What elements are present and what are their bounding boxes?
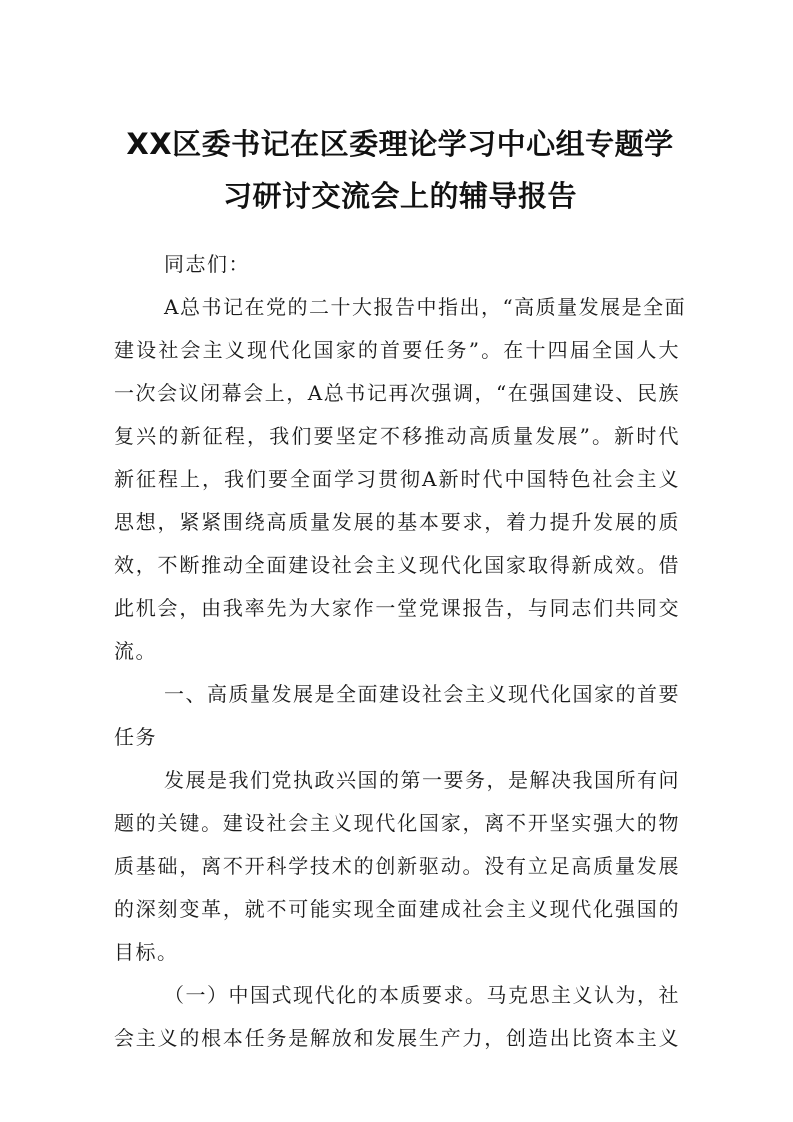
paragraph-line: 效，不断推动全面建设社会主义现代化国家取得新成效。借 <box>114 553 680 577</box>
paragraph-line: 复兴的新征程，我们要坚定不移推动高质量发展”。新时代 <box>114 424 680 448</box>
paragraph-line: 一次会议闭幕会上，A总书记再次强调，“在强国建设、民族 <box>114 381 680 405</box>
paragraph-line: 题的关键。建设社会主义现代化国家，离不开坚实强大的物 <box>114 811 680 835</box>
heading-line: 一、高质量发展是全面建设社会主义现代化国家的首要 <box>164 682 680 706</box>
paragraph-line: 会主义的根本任务是解放和发展生产力，创造出比资本主义 <box>114 1026 680 1050</box>
paragraph-line: 质基础，离不开科学技术的创新驱动。没有立足高质量发展 <box>114 854 680 878</box>
paragraph-line: 此机会，由我率先为大家作一堂党课报告，与同志们共同交 <box>114 596 680 620</box>
salutation: 同志们： <box>164 252 250 276</box>
paragraph-line: 的深刻变革，就不可能实现全面建成社会主义现代化强国的 <box>114 897 680 921</box>
title-line-2: 习研讨交流会上的辅导报告 <box>222 179 577 213</box>
document-title <box>100 118 700 222</box>
paragraph-2 <box>114 759 680 974</box>
paragraph-line: 建设社会主义现代化国家的首要任务”。在十四届全国人大 <box>114 338 680 362</box>
paragraph-1 <box>114 286 687 673</box>
section-heading-1 <box>114 673 680 759</box>
paragraph-3 <box>114 974 680 1060</box>
paragraph-line: 思想，紧紧围绕高质量发展的基本要求，着力提升发展的质 <box>114 510 680 534</box>
paragraph-line: 流。 <box>114 639 157 663</box>
paragraph-line: A总书记在党的二十大报告中指出，“高质量发展是全面 <box>164 295 687 319</box>
document-body <box>114 243 687 1060</box>
paragraph-line: （一）中国式现代化的本质要求。马克思主义认为，社 <box>164 983 680 1007</box>
paragraph-line: 新征程上，我们要全面学习贯彻A新时代中国特色社会主义 <box>114 467 680 491</box>
paragraph-line: 发展是我们党执政兴国的第一要务，是解决我国所有问 <box>164 768 680 792</box>
heading-line: 任务 <box>114 725 157 749</box>
title-line-1: XX区委书记在区委理论学习中心组专题学 <box>126 127 674 161</box>
paragraph-line: 目标。 <box>114 940 179 964</box>
